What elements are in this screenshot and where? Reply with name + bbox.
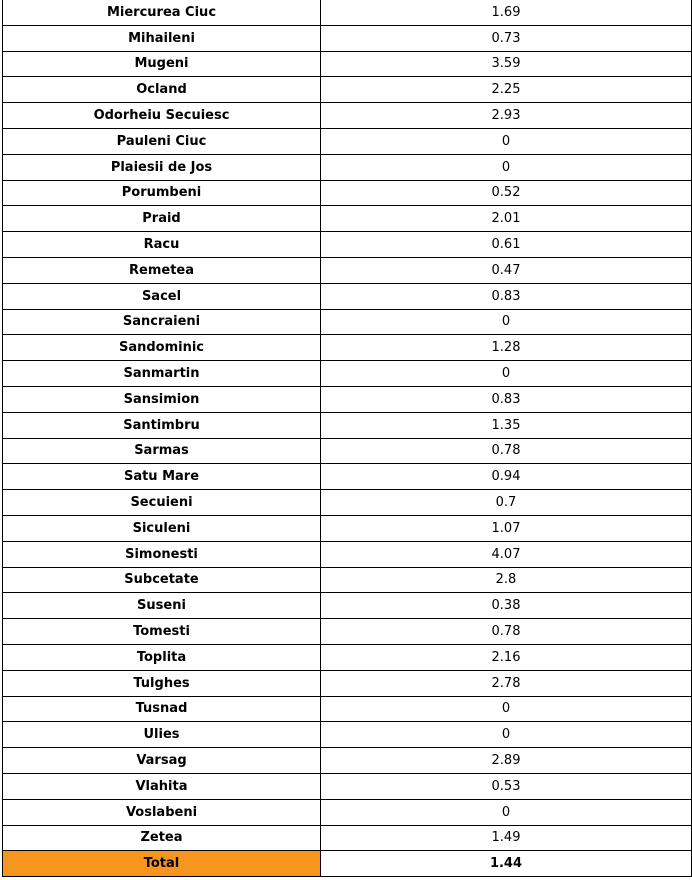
value-cell: 2.89	[321, 748, 692, 774]
locality-cell: Sanmartin	[3, 361, 321, 387]
table-row	[3, 670, 692, 696]
table-row	[3, 825, 692, 851]
value-cell: 0.78	[321, 619, 692, 645]
value-cell: 2.01	[321, 206, 692, 232]
table-row	[3, 515, 692, 541]
locality-cell: Toplita	[3, 644, 321, 670]
table-row	[3, 593, 692, 619]
locality-cell: Sancraieni	[3, 309, 321, 335]
locality-cell: Mihaileni	[3, 25, 321, 51]
locality-cell: Siculeni	[3, 515, 321, 541]
table-row	[3, 232, 692, 258]
data-table	[2, 0, 692, 877]
table-row	[3, 25, 692, 51]
total-label: Total	[3, 851, 321, 877]
table-row	[3, 722, 692, 748]
locality-cell: Simonesti	[3, 541, 321, 567]
table-row	[3, 438, 692, 464]
total-row	[3, 851, 692, 877]
value-cell: 0	[321, 361, 692, 387]
locality-cell: Miercurea Ciuc	[3, 0, 321, 25]
value-cell: 3.59	[321, 51, 692, 77]
value-cell: 0.38	[321, 593, 692, 619]
value-cell: 1.35	[321, 412, 692, 438]
locality-cell: Suseni	[3, 593, 321, 619]
locality-cell: Vlahita	[3, 773, 321, 799]
value-cell: 0.61	[321, 232, 692, 258]
locality-cell: Racu	[3, 232, 321, 258]
locality-cell: Remetea	[3, 257, 321, 283]
value-cell: 0.83	[321, 283, 692, 309]
table-row	[3, 180, 692, 206]
table-row	[3, 773, 692, 799]
value-cell: 1.69	[321, 0, 692, 25]
table-row	[3, 644, 692, 670]
value-cell: 2.78	[321, 670, 692, 696]
table-row	[3, 77, 692, 103]
locality-cell: Varsag	[3, 748, 321, 774]
locality-cell: Pauleni Ciuc	[3, 128, 321, 154]
value-cell: 0.52	[321, 180, 692, 206]
table-row	[3, 257, 692, 283]
value-cell: 1.07	[321, 515, 692, 541]
value-cell: 1.28	[321, 335, 692, 361]
locality-cell: Satu Mare	[3, 464, 321, 490]
locality-cell: Mugeni	[3, 51, 321, 77]
value-cell: 0.83	[321, 386, 692, 412]
table-row	[3, 386, 692, 412]
locality-cell: Tomesti	[3, 619, 321, 645]
locality-cell: Sarmas	[3, 438, 321, 464]
value-cell: 0.53	[321, 773, 692, 799]
value-cell: 0	[321, 799, 692, 825]
value-cell: 0	[321, 309, 692, 335]
table-row	[3, 335, 692, 361]
value-cell: 0	[321, 696, 692, 722]
locality-cell: Voslabeni	[3, 799, 321, 825]
table-row	[3, 0, 692, 25]
table-row	[3, 283, 692, 309]
locality-cell: Sansimion	[3, 386, 321, 412]
locality-cell: Subcetate	[3, 567, 321, 593]
value-cell: 0.47	[321, 257, 692, 283]
value-cell: 0.94	[321, 464, 692, 490]
locality-cell: Praid	[3, 206, 321, 232]
value-cell: 2.93	[321, 103, 692, 129]
value-cell: 2.16	[321, 644, 692, 670]
value-cell: 0	[321, 128, 692, 154]
value-cell: 1.49	[321, 825, 692, 851]
locality-cell: Sandominic	[3, 335, 321, 361]
locality-cell: Porumbeni	[3, 180, 321, 206]
table-row	[3, 748, 692, 774]
table-row	[3, 309, 692, 335]
table-row	[3, 619, 692, 645]
table-row	[3, 128, 692, 154]
locality-cell: Secuieni	[3, 490, 321, 516]
locality-cell: Santimbru	[3, 412, 321, 438]
locality-cell: Ulies	[3, 722, 321, 748]
table-row	[3, 490, 692, 516]
value-cell: 2.8	[321, 567, 692, 593]
value-cell: 0.7	[321, 490, 692, 516]
value-cell: 4.07	[321, 541, 692, 567]
value-cell: 0	[321, 722, 692, 748]
table-body	[3, 0, 692, 877]
table-row	[3, 567, 692, 593]
locality-cell: Tusnad	[3, 696, 321, 722]
locality-cell: Plaiesii de Jos	[3, 154, 321, 180]
value-cell: 0	[321, 154, 692, 180]
table-row	[3, 206, 692, 232]
table-row	[3, 799, 692, 825]
table-row	[3, 696, 692, 722]
locality-cell: Zetea	[3, 825, 321, 851]
table-row	[3, 361, 692, 387]
value-cell: 2.25	[321, 77, 692, 103]
table-row	[3, 103, 692, 129]
table-row	[3, 154, 692, 180]
table-row	[3, 51, 692, 77]
locality-cell: Odorheiu Secuiesc	[3, 103, 321, 129]
total-value: 1.44	[321, 851, 692, 877]
locality-cell: Sacel	[3, 283, 321, 309]
table-row	[3, 541, 692, 567]
value-cell: 0.73	[321, 25, 692, 51]
locality-cell: Ocland	[3, 77, 321, 103]
table-row	[3, 464, 692, 490]
table-row	[3, 412, 692, 438]
locality-cell: Tulghes	[3, 670, 321, 696]
value-cell: 0.78	[321, 438, 692, 464]
